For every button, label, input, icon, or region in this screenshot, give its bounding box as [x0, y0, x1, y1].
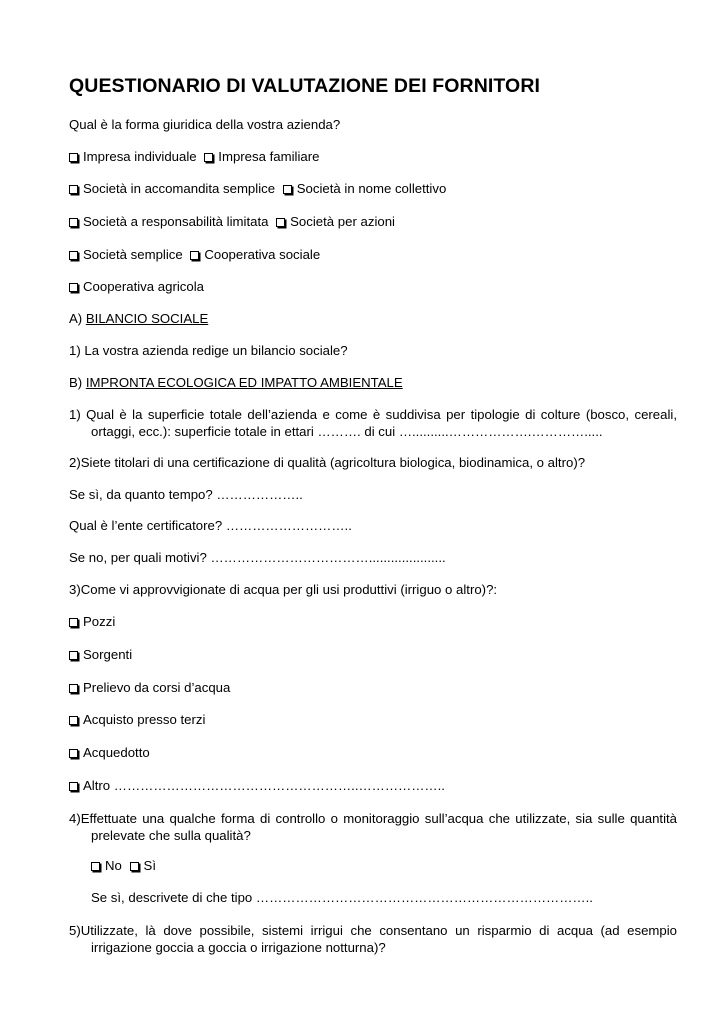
option-label: Impresa individuale	[83, 149, 197, 164]
question-forma-giuridica: Qual è la forma giuridica della vostra azienda?	[69, 117, 341, 132]
section-a-title: BILANCIO SOCIALE	[85, 311, 209, 326]
page-title: QUESTIONARIO DI VALUTAZIONE DEI FORNITORI	[69, 75, 541, 97]
option-acquedotto	[69, 745, 150, 761]
section-b-title: IMPRONTA ECOLOGICA ED IMPATTO AMBIENTALE	[85, 375, 403, 390]
option-label: Pozzi	[83, 614, 116, 629]
checkbox-icon[interactable]	[69, 782, 78, 791]
option-row-1	[69, 149, 319, 165]
option-label: Società in nome collettivo	[296, 181, 447, 196]
checkbox-icon[interactable]	[69, 218, 78, 227]
checkbox-icon[interactable]	[130, 862, 139, 871]
option-label: Acquisto presso terzi	[83, 712, 206, 727]
option-row-3	[69, 214, 395, 230]
checkbox-icon[interactable]	[69, 749, 78, 758]
checkbox-icon[interactable]	[276, 218, 285, 227]
option-label: Sorgenti	[83, 647, 133, 662]
question-monitoraggio: 4)Effettuate una qualche forma di controllo o monitoraggio sull’acqua che utilizzate, sia sulle quantità prelevate che sulla qualità?	[69, 811, 677, 843]
option-label: Società a responsabilità limitata	[83, 214, 269, 229]
section-a-prefix: A)	[69, 311, 86, 326]
option-row-si-no	[91, 858, 156, 874]
option-acquisto	[69, 712, 205, 728]
option-prelievo	[69, 680, 230, 696]
option-label: Impresa familiare	[218, 149, 320, 164]
section-b-prefix: B)	[69, 375, 86, 390]
certificazione-tempo: Se sì, da quanto tempo? ………………..	[69, 487, 303, 502]
checkbox-icon[interactable]	[69, 684, 78, 693]
option-label: Altro ………………………………………………..………………..	[83, 778, 445, 793]
option-label: Società per azioni	[290, 214, 395, 229]
option-label: Prelievo da corsi d’acqua	[83, 680, 231, 695]
option-label: Società semplice	[83, 247, 183, 262]
option-label: Acquedotto	[83, 745, 150, 760]
option-row-2	[69, 181, 446, 197]
question-acqua: 3)Come vi approvvigionate di acqua per gli usi produttivi (irriguo o altro)?:	[69, 582, 498, 597]
option-pozzi	[69, 614, 115, 630]
checkbox-icon[interactable]	[69, 283, 78, 292]
checkbox-icon[interactable]	[190, 251, 199, 260]
checkbox-icon[interactable]	[69, 618, 78, 627]
option-label: Cooperativa agricola	[83, 279, 204, 294]
certificazione-ente: Qual è l’ente certificatore? ………………………..	[69, 518, 352, 533]
checkbox-icon[interactable]	[283, 185, 292, 194]
option-row-5	[69, 279, 204, 295]
monitoraggio-descrizione: Se sì, descrivete di che tipo …………………………………………………………………..	[91, 890, 593, 905]
question-certificazione: 2)Siete titolari di una certificazione di qualità (agricoltura biologica, biodinamica, o altro)?	[69, 455, 586, 470]
option-sorgenti	[69, 647, 132, 663]
checkbox-icon[interactable]	[69, 251, 78, 260]
checkbox-icon[interactable]	[69, 651, 78, 660]
section-b-heading	[69, 375, 403, 391]
section-a-heading	[69, 311, 208, 327]
checkbox-icon[interactable]	[69, 153, 78, 162]
checkbox-icon[interactable]	[69, 716, 78, 725]
question-superficie: 1) Qual è la superficie totale dell’azienda e come è suddivisa per tipologie di colture (bosco, cereali, ortaggi, ecc.): superficie totale in ettari ………. di cui …..........……………….………….....	[69, 407, 677, 439]
certificazione-motivi: Se no, per quali motivi? ……………………………….....................	[69, 550, 446, 565]
option-label: No	[105, 858, 122, 873]
checkbox-icon[interactable]	[91, 862, 100, 871]
option-label: Società in accomandita semplice	[83, 181, 276, 196]
checkbox-icon[interactable]	[69, 185, 78, 194]
checkbox-icon[interactable]	[204, 153, 213, 162]
question-bilancio: 1) La vostra azienda redige un bilancio sociale?	[69, 343, 348, 358]
option-row-4	[69, 247, 320, 263]
question-irrigazione: 5)Utilizzate, là dove possibile, sistemi irrigui che consentano un risparmio di acqua (ad esempio irrigazione goccia a goccia o irrigazione notturna)?	[69, 923, 677, 955]
option-altro	[69, 778, 445, 794]
option-label: Cooperativa sociale	[204, 247, 321, 262]
option-label: Sì	[143, 858, 156, 873]
